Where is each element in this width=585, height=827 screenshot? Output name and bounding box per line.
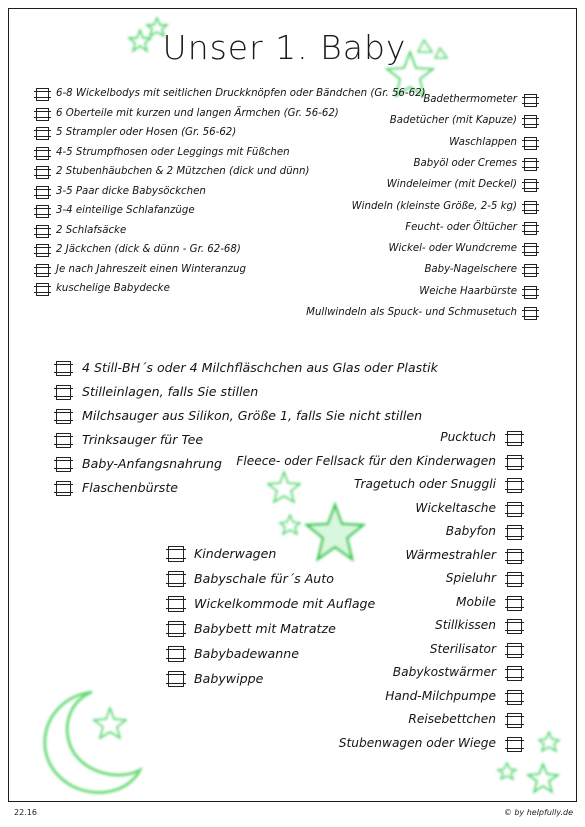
- checkbox[interactable]: [507, 713, 522, 728]
- checkbox[interactable]: [524, 286, 537, 299]
- checkbox[interactable]: [36, 244, 49, 257]
- checkbox[interactable]: [168, 646, 184, 662]
- checkbox[interactable]: [168, 546, 184, 562]
- item-label: Sterilisator: [429, 641, 496, 656]
- checkbox[interactable]: [36, 264, 49, 277]
- checkbox[interactable]: [524, 264, 537, 277]
- checkbox[interactable]: [507, 572, 522, 587]
- item-label: Kinderwagen: [194, 546, 277, 561]
- checkbox[interactable]: [36, 108, 49, 121]
- checkbox[interactable]: [56, 481, 71, 496]
- item-label: Babyfon: [445, 524, 496, 538]
- item-label: Milchsauger aus Silikon, Größe 1, falls Sie nicht stillen: [82, 408, 423, 423]
- checkbox[interactable]: [507, 619, 522, 634]
- page-code: 22.16: [14, 808, 37, 817]
- item-label: Flaschenbürste: [82, 480, 179, 495]
- copyright: © by helpfully.de: [503, 808, 573, 817]
- item-label: Trinksauger für Tee: [82, 432, 204, 447]
- checkbox[interactable]: [524, 222, 537, 235]
- checkbox[interactable]: [36, 186, 49, 199]
- checkbox[interactable]: [507, 549, 522, 564]
- checkbox[interactable]: [507, 690, 522, 705]
- item-label: Wickelkommode mit Auflage: [194, 596, 376, 611]
- checkbox[interactable]: [524, 115, 537, 128]
- item-label: Windeln (kleinste Größe, 2-5 kg): [351, 200, 517, 212]
- item-label: Badethermometer: [423, 94, 517, 105]
- item-label: Feucht- oder Öltücher: [405, 221, 517, 233]
- checkbox[interactable]: [56, 361, 71, 376]
- checkbox[interactable]: [524, 307, 537, 320]
- item-label: Baby-Nagelschere: [424, 264, 517, 276]
- item-label: Babyschale für´s Auto: [194, 571, 334, 586]
- checkbox[interactable]: [36, 127, 49, 140]
- checkbox[interactable]: [36, 147, 49, 160]
- item-label: Je nach Jahreszeit einen Winteranzug: [56, 263, 246, 275]
- item-label: Mobile: [456, 594, 496, 609]
- checkbox[interactable]: [524, 137, 537, 150]
- item-label: Babybett mit Matratze: [194, 621, 336, 636]
- checkbox[interactable]: [524, 201, 537, 214]
- checkbox[interactable]: [507, 478, 522, 493]
- checkbox[interactable]: [507, 525, 522, 540]
- checkbox[interactable]: [36, 205, 49, 218]
- checkbox[interactable]: [524, 179, 537, 192]
- checkbox[interactable]: [507, 643, 522, 658]
- item-label: 5 Strampler oder Hosen (Gr. 56-62): [56, 127, 237, 138]
- checkbox[interactable]: [168, 621, 184, 637]
- item-label: Fleece- oder Fellsack für den Kinderwagen: [236, 453, 496, 468]
- item-label: 3-4 einteilige Schlafanzüge: [56, 205, 195, 216]
- item-label: 4 Still-BH´s oder 4 Milchfläschchen aus Glas oder Plastik: [82, 360, 438, 375]
- item-label: Reisebettchen: [408, 712, 496, 726]
- item-label: 2 Stubenhäubchen & 2 Mützchen (dick und dünn): [56, 166, 310, 177]
- checkbox[interactable]: [56, 433, 71, 448]
- item-label: Waschlappen: [449, 136, 517, 148]
- item-label: Weiche Haarbürste: [419, 285, 517, 297]
- checkbox[interactable]: [507, 666, 522, 681]
- checkbox[interactable]: [168, 596, 184, 612]
- item-label: Tragetuch oder Snuggli: [353, 477, 496, 491]
- item-label: Babywippe: [194, 671, 264, 686]
- checkbox[interactable]: [507, 455, 522, 470]
- checkbox[interactable]: [36, 88, 49, 101]
- checkbox[interactable]: [524, 94, 537, 107]
- item-label: 6-8 Wickelbodys mit seitlichen Druckknöpfen oder Bändchen (Gr. 56-62): [56, 88, 426, 99]
- item-label: Babyöl oder Cremes: [413, 157, 517, 169]
- checkbox[interactable]: [36, 225, 49, 238]
- checkbox[interactable]: [168, 571, 184, 587]
- item-label: Baby-Anfangsnahrung: [82, 456, 223, 471]
- checkbox[interactable]: [524, 158, 537, 171]
- item-label: Spieluhr: [445, 571, 496, 585]
- item-label: Wickeltasche: [415, 500, 496, 515]
- item-label: 2 Jäckchen (dick & dünn - Gr. 62-68): [56, 244, 241, 255]
- item-label: Hand-Milchpumpe: [385, 688, 496, 703]
- checkbox[interactable]: [56, 409, 71, 424]
- item-label: Windeleimer (mit Deckel): [386, 179, 517, 191]
- page-title: Unser 1. Baby: [162, 28, 407, 67]
- checkbox[interactable]: [507, 431, 522, 446]
- item-label: Babykostwärmer: [392, 665, 496, 679]
- checkbox[interactable]: [36, 166, 49, 179]
- item-label: 3-5 Paar dicke Babysöckchen: [56, 185, 206, 197]
- item-label: Badetücher (mit Kapuze): [389, 115, 517, 127]
- item-label: Wickel- oder Wundcreme: [388, 243, 517, 255]
- checkbox[interactable]: [507, 502, 522, 517]
- item-label: Mullwindeln als Spuck- und Schmusetuch: [306, 307, 517, 318]
- item-label: Wärmestrahler: [405, 547, 496, 562]
- checkbox[interactable]: [507, 596, 522, 611]
- checkbox[interactable]: [507, 737, 522, 752]
- item-label: Stilleinlagen, falls Sie stillen: [82, 384, 259, 399]
- checkbox[interactable]: [56, 385, 71, 400]
- item-label: Stubenwagen oder Wiege: [338, 735, 496, 750]
- checkbox[interactable]: [524, 243, 537, 256]
- checkbox[interactable]: [36, 283, 49, 296]
- item-label: Pucktuch: [440, 430, 496, 444]
- item-label: Babybadewanne: [194, 646, 299, 661]
- item-label: 4-5 Strumpfhosen oder Leggings mit Füßchen: [56, 146, 290, 158]
- item-label: 6 Oberteile mit kurzen und langen Ärmchen (Gr. 56-62): [56, 107, 339, 119]
- item-label: kuschelige Babydecke: [56, 283, 170, 294]
- checkbox[interactable]: [168, 671, 184, 687]
- checkbox[interactable]: [56, 457, 71, 472]
- item-label: Stillkissen: [434, 618, 496, 632]
- item-label: 2 Schlafsäcke: [56, 224, 127, 236]
